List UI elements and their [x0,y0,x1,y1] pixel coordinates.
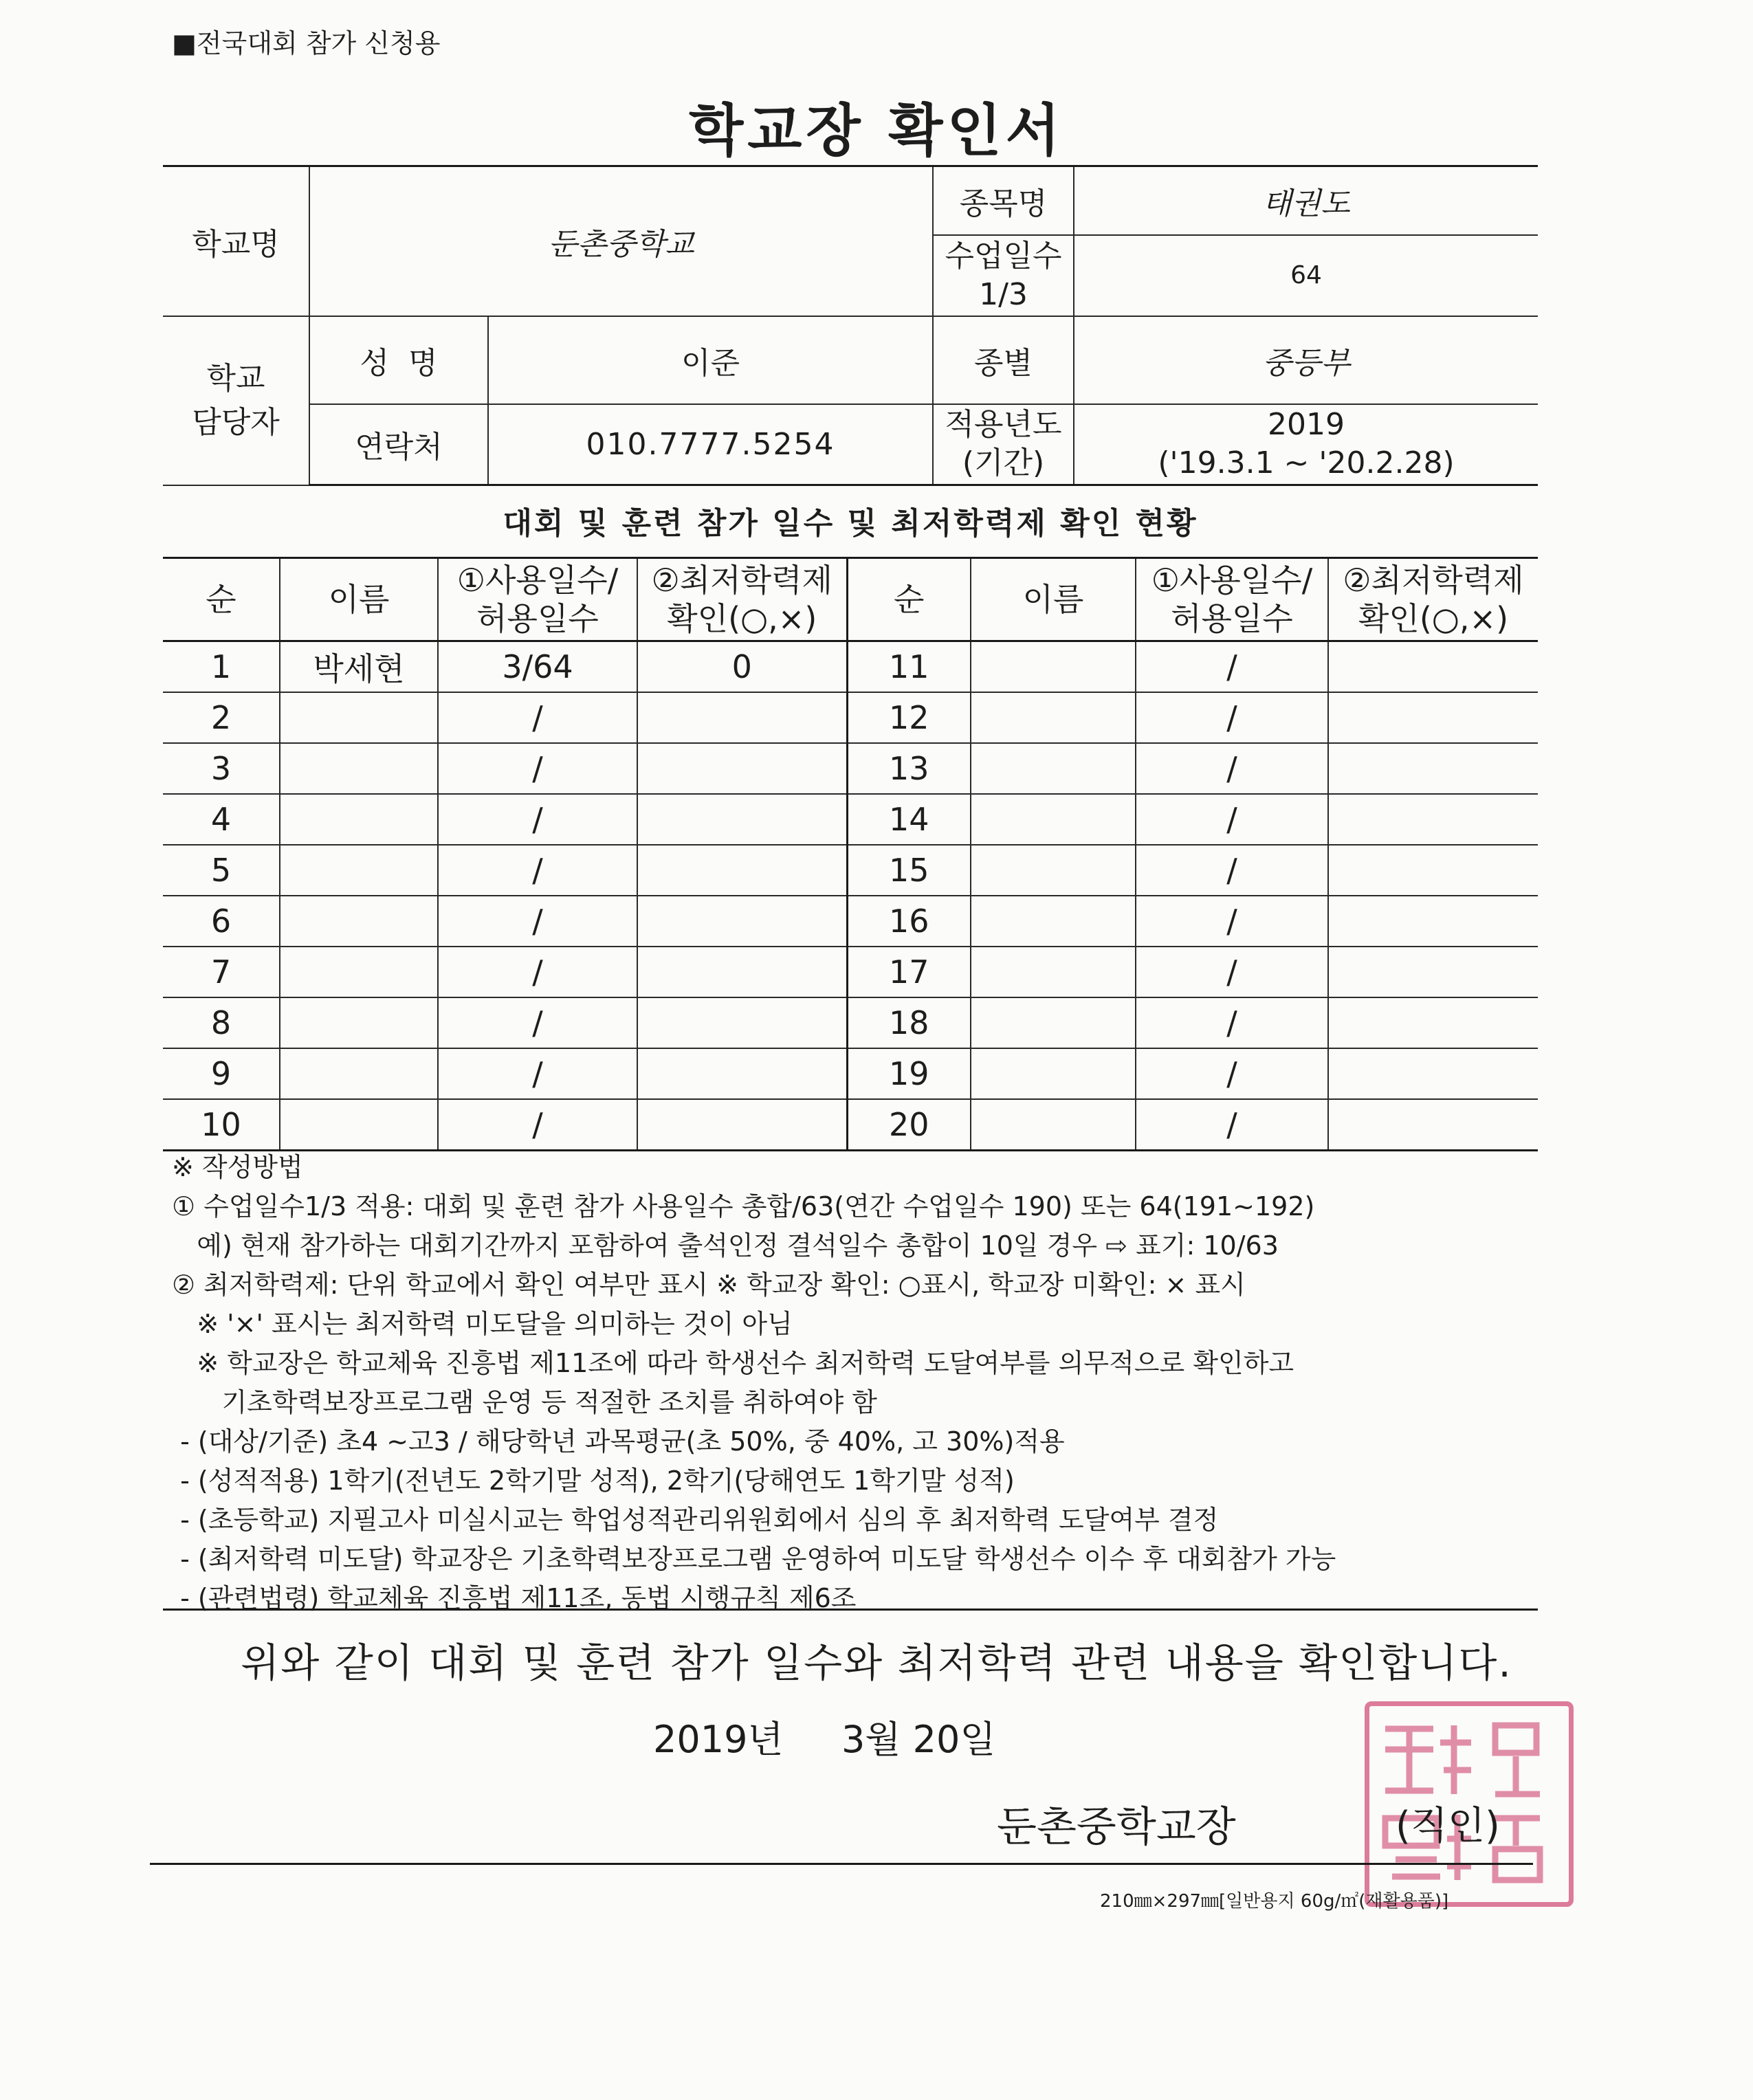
contact-label: 연락처 [309,404,488,485]
header-days [438,558,637,641]
cell-name [280,947,438,997]
instruction-line: 기초학력보장프로그램 운영 등 적절한 조치를 취하여야 함 [172,1387,877,1417]
table-row [163,794,1538,845]
cell-check [1328,794,1538,845]
header-days [1136,558,1328,641]
cell-name [280,896,438,947]
cell-no: 1 [163,641,280,693]
instruction-line: 예) 현재 참가하는 대회기간까지 포함하여 출석인정 결석일수 총합이 10일 경우 ⇨ 표기: 10/63 [172,1230,1279,1261]
issue-date [653,1710,996,1763]
footer-rule [150,1863,1533,1865]
cell-check [637,743,847,794]
date-month: 3월 [841,1718,901,1761]
cell-no: 16 [847,896,971,947]
cell-no: 8 [163,997,280,1048]
cell-check [1328,1048,1538,1099]
participation-table [163,557,1538,1151]
cell-name [971,1099,1136,1151]
instruction-line: ※ '×' 표시는 최저학력 미도달을 의미하는 것이 아님 [172,1309,793,1339]
header-check-line1: ②최저학력제 [651,562,833,599]
header-name: 이름 [280,558,438,641]
year-label-line1: 적용년도 [945,407,1062,443]
class-days-label-line2: 1/3 [979,276,1028,312]
name-label: 성 명 [309,316,488,404]
header-name: 이름 [971,558,1136,641]
cell-check [637,1099,847,1151]
school-name-label: 학교명 [163,166,309,316]
year-value: 2019 [1268,407,1345,443]
cell-name: 박세현 [280,641,438,693]
header-check-line2: 확인(○,×) [1358,600,1509,637]
table-row [163,1048,1538,1099]
cell-days: / [1136,997,1328,1048]
cell-no: 15 [847,845,971,896]
name-value: 이준 [488,316,933,404]
cell-days: / [438,743,637,794]
cell-no: 10 [163,1099,280,1151]
cell-name [971,947,1136,997]
year-value-cell [1074,404,1538,485]
cell-check [1328,896,1538,947]
sport-value: 태권도 [1074,166,1538,235]
header-days-line2: 허용일수 [1171,600,1293,637]
cell-name [971,1048,1136,1099]
info-table [163,165,1538,486]
cell-check [1328,641,1538,693]
instruction-line: - (최저학력 미도달) 학교장은 기초학력보장프로그램 운영하여 미도달 학생선수 이수 후 대회참가 가능 [172,1544,1336,1574]
manager-label [163,316,309,485]
cell-name [971,641,1136,693]
cell-days: / [438,845,637,896]
year-label-line2: (기간) [962,445,1045,481]
header-check-line1: ②최저학력제 [1343,562,1524,599]
cell-name [280,1048,438,1099]
year-period: ('19.3.1 ~ '20.2.28) [1158,445,1455,481]
header-days-line2: 허용일수 [476,600,599,637]
cell-no: 9 [163,1048,280,1099]
notes-bottom-rule [163,1609,1538,1611]
section-title: 대회 및 훈련 참가 일수 및 최저학력제 확인 현황 [503,506,1198,541]
cell-check [637,896,847,947]
class-days-label-line1: 수업일수 [945,238,1062,274]
cell-days: / [1136,947,1328,997]
cell-days: / [438,1099,637,1151]
cell-days: / [1136,896,1328,947]
cell-check [1328,743,1538,794]
cell-days: / [1136,692,1328,743]
cell-days: / [438,896,637,947]
form-usage-tag: ■전국대회 참가 신청용 [172,28,441,58]
confirmation-statement: 위와 같이 대회 및 훈련 참가 일수와 최저학력 관련 내용을 확인합니다. [241,1639,1512,1686]
header-no: 순 [847,558,971,641]
cell-days: / [1136,641,1328,693]
cell-days: 3/64 [438,641,637,693]
table-row [163,1099,1538,1151]
cell-name [280,794,438,845]
instruction-line: ① 수업일수1/3 적용: 대회 및 훈련 참가 사용일수 총합/63(연간 수업일수 190) 또는 64(191~192) [172,1191,1315,1222]
cell-days: / [1136,743,1328,794]
cell-name [280,743,438,794]
seal-label: (직인) [1396,1804,1500,1848]
header-check [637,558,847,641]
paper-spec: 210㎜×297㎜[일반용지 60g/㎡(재활용품)] [1100,1891,1449,1912]
cell-check [1328,1099,1538,1151]
table-row [163,997,1538,1048]
cell-check [1328,997,1538,1048]
cell-check [1328,845,1538,896]
instruction-line: - (초등학교) 지필고사 미실시교는 학업성적관리위원회에서 심의 후 최저학력 도달여부 결정 [172,1505,1219,1535]
cell-check [1328,947,1538,997]
cell-check: 0 [637,641,847,693]
school-name-value: 둔촌중학교 [309,166,933,316]
header-no: 순 [163,558,280,641]
cell-no: 2 [163,692,280,743]
instruction-line: ② 최저학력제: 단위 학교에서 확인 여부만 표시 ※ 학교장 확인: ○표시, 학교장 미확인: × 표시 [172,1270,1246,1300]
contact-value: 010.7777.5254 [488,404,933,485]
cell-name [280,845,438,896]
date-year: 2019년 [653,1718,784,1761]
cell-check [637,845,847,896]
table-row [163,692,1538,743]
header-check-line2: 확인(○,×) [667,600,817,637]
table-row [163,947,1538,997]
cell-check [637,794,847,845]
instruction-line: - (관련법령) 학교체육 진흥법 제11조, 동법 시행규칙 제6조 [172,1583,857,1613]
header-check [1328,558,1538,641]
document-title: 학교장 확인서 [689,98,1064,164]
cell-no: 19 [847,1048,971,1099]
cell-check [1328,692,1538,743]
cell-no: 4 [163,794,280,845]
table-row [163,845,1538,896]
cell-name [280,997,438,1048]
cell-days: / [438,692,637,743]
cell-name [971,997,1136,1048]
cell-check [637,947,847,997]
table-row [163,641,1538,693]
cell-name [971,794,1136,845]
instruction-line: - (성적적용) 1학기(전년도 2학기말 성적), 2학기(당해연도 1학기말 성적) [172,1466,1015,1496]
instruction-line: ※ 학교장은 학교체육 진흥법 제11조에 따라 학생선수 최저학력 도달여부를 의무적으로 확인하고 [172,1348,1294,1378]
cell-days: / [438,997,637,1048]
cell-no: 3 [163,743,280,794]
cell-no: 14 [847,794,971,845]
cell-no: 11 [847,641,971,693]
instructions-heading: ※ 작성방법 [172,1152,303,1182]
cell-days: / [1136,845,1328,896]
cell-no: 13 [847,743,971,794]
cell-name [971,743,1136,794]
cell-name [971,692,1136,743]
sport-label: 종목명 [933,166,1074,235]
manager-label-line2: 담당자 [192,404,280,440]
cell-days: / [438,1048,637,1099]
table-row [163,896,1538,947]
cell-days: / [1136,794,1328,845]
cell-no: 20 [847,1099,971,1151]
instruction-line: - (대상/기준) 초4 ~고3 / 해당학년 과목평균(초 50%, 중 40%, 고 30%)적용 [172,1426,1065,1457]
cell-name [280,1099,438,1151]
cell-days: / [438,947,637,997]
header-days-line1: ①사용일수/ [456,562,619,599]
division-label: 종별 [933,316,1074,404]
cell-name [971,845,1136,896]
cell-no: 7 [163,947,280,997]
date-day: 20일 [912,1718,996,1761]
instructions [172,1148,1547,1618]
cell-check [637,1048,847,1099]
cell-name [971,896,1136,947]
manager-label-line1: 학교 [206,360,265,396]
cell-no: 18 [847,997,971,1048]
table-row [163,743,1538,794]
class-days-label [933,235,1074,316]
class-days-value: 64 [1074,235,1538,316]
cell-name [280,692,438,743]
cell-no: 5 [163,845,280,896]
cell-no: 12 [847,692,971,743]
cell-days: / [438,794,637,845]
year-label [933,404,1074,485]
cell-no: 17 [847,947,971,997]
cell-check [637,997,847,1048]
principal-name: 둔촌중학교장 [997,1803,1236,1851]
header-days-line1: ①사용일수/ [1151,562,1313,599]
cell-no: 6 [163,896,280,947]
cell-check [637,692,847,743]
cell-days: / [1136,1048,1328,1099]
cell-days: / [1136,1099,1328,1151]
division-value: 중등부 [1074,316,1538,404]
